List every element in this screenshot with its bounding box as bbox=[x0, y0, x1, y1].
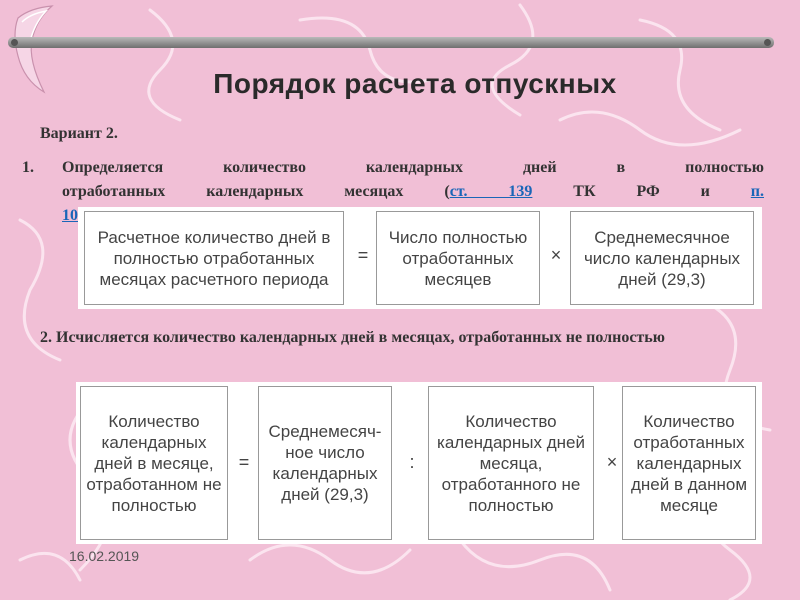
formula-2 bbox=[76, 382, 762, 544]
paragraph-10-link[interactable]: 10 bbox=[62, 207, 78, 224]
formula-1-equals: = bbox=[357, 245, 369, 265]
formula-1-box-2: Число полностью отработанных месяцев bbox=[376, 211, 540, 305]
formula-2-divide: : bbox=[409, 452, 415, 472]
slide-date: 16.02.2019 bbox=[69, 548, 140, 564]
item-1-line-1: Определяется количество календарных дней в полностью bbox=[62, 159, 764, 176]
boomerang-logo bbox=[0, 0, 70, 120]
formula-1-box-3: Среднемесячное число календарных дней (29,3) bbox=[570, 211, 754, 305]
formula-2-equals: = bbox=[238, 452, 250, 472]
title-bar-dot-left bbox=[11, 39, 18, 46]
formula-1-box-1: Расчетное количество дней в полностью отработанных месяцах расчетного периода bbox=[84, 211, 344, 305]
paragraph-link[interactable]: п. bbox=[750, 183, 765, 200]
formula-2-box-1: Количество календарных дней в месяце, отработанном не полностью bbox=[80, 386, 228, 540]
slide-title: Порядок расчета отпускных bbox=[213, 68, 617, 99]
formula-2-box-2: Среднемесяч-ное число календарных дней (29,3) bbox=[258, 386, 392, 540]
formula-2-box-3: Количество календарных дней месяца, отработанного не полностью bbox=[428, 386, 594, 540]
title-bar bbox=[8, 37, 774, 48]
formula-2-multiply: × bbox=[606, 452, 618, 472]
item-1-number: 1. bbox=[22, 159, 34, 176]
item-1-line-2 bbox=[62, 180, 764, 204]
title-bar-dot-right bbox=[764, 39, 771, 46]
item-2: 2. Исчисляется количество календарных дней в месяцах, отработанных не полностью bbox=[40, 329, 665, 346]
formula-2-box-4: Количество отработанных календарных дней в данном месяце bbox=[622, 386, 756, 540]
item-1-line-2-text: отработанных календарных месяцах ( bbox=[62, 183, 450, 200]
formula-1 bbox=[78, 207, 762, 309]
item-1-line-2-mid: ТК РФ и bbox=[532, 183, 751, 200]
variant-label: Вариант 2. bbox=[40, 125, 118, 142]
formula-1-multiply: × bbox=[550, 245, 562, 265]
article-139-link[interactable]: ст. 139 bbox=[449, 183, 533, 200]
